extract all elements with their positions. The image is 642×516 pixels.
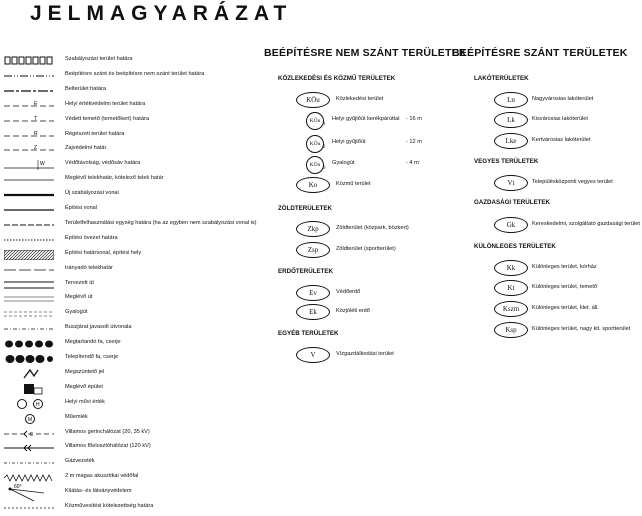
- legend-row: [4, 204, 304, 216]
- zone-code-oval: KÖu: [296, 92, 330, 108]
- double-line-icon: [4, 279, 56, 291]
- kulonleges-heading: KÜLÖNLEGES TERÜLETEK: [474, 243, 556, 250]
- zone-code-index: 3: [323, 166, 326, 171]
- svg-text:H: H: [36, 401, 40, 408]
- zone-code-oval: Lk: [494, 112, 528, 128]
- legend-row: [4, 472, 304, 484]
- line-measure-icon: [4, 159, 56, 171]
- cancel-mark-icon: [4, 368, 56, 380]
- circle-h-icon: [4, 398, 56, 410]
- road-width: - 12 m: [406, 139, 422, 145]
- legend-label: Meglévő épület: [65, 383, 103, 390]
- zone-label: Különleges terület, kórház: [532, 264, 597, 270]
- lako-heading: LAKÓTERÜLETEK: [474, 75, 529, 82]
- zone-code-circle: KÖu: [306, 112, 324, 130]
- legend-label: Villamos gerinchálózat (20, 35 kV): [65, 428, 150, 435]
- hatched-band-icon: [4, 249, 56, 261]
- legend-row: [4, 293, 304, 305]
- legend-label: Építési vonal: [65, 205, 98, 211]
- zone-label: Nagyvárosias lakóterület: [532, 96, 594, 102]
- zone-code-circle: KÖu: [306, 135, 324, 153]
- legend-label: Gyalogút: [65, 309, 88, 316]
- zone-code-oval: Ln: [494, 92, 528, 108]
- legend-label: Szabályozási terület határa: [65, 56, 133, 62]
- legend-label: Védőtávolság, védősáv határa: [65, 160, 141, 167]
- svg-text:E: E: [30, 431, 34, 438]
- power-line-high-icon: [4, 442, 56, 454]
- long-short-dash-icon: [4, 85, 56, 97]
- long-dash-icon: [4, 264, 56, 276]
- legend-row: [4, 308, 304, 320]
- zone-label: Védőerdő: [336, 289, 361, 295]
- zone-label: Kertvárosias lakóterület: [532, 137, 591, 143]
- nem-szant-heading: BEÉPÍTÉSRE NEM SZÁNT TERÜLETEK: [264, 47, 467, 59]
- zone-label: Gyalogút: [332, 160, 355, 166]
- road-width: - 4 m: [406, 160, 419, 166]
- dash-letter-t-icon: [4, 115, 56, 127]
- legend-label: Műemlék: [65, 413, 88, 420]
- zone-code-oval: Ksp: [494, 322, 528, 338]
- zone-label: Különleges terület, klet. áll.: [532, 305, 599, 311]
- gas-line-icon: [4, 457, 56, 469]
- legend-label: Régészeti terület határa: [65, 130, 125, 137]
- szant-heading: BEÉPÍTÉSRE SZÁNT TERÜLETEK: [452, 47, 628, 59]
- legend-label: Építési övezet határa: [65, 234, 118, 241]
- legend-label: Építési határvonal, építési hely: [65, 249, 142, 256]
- legend-label: Közművesítési kötelezettség határa: [65, 503, 154, 509]
- building-box-icon: [4, 383, 56, 395]
- legend-row: [4, 130, 304, 142]
- legend-row: [4, 159, 304, 171]
- page-title: JELMAGYARÁZAT: [30, 2, 293, 25]
- zone-code-oval: Zsp: [296, 242, 330, 258]
- legend-label: Belterület határa: [65, 85, 107, 92]
- zone-label: Településközponti vegyes terület: [532, 179, 613, 185]
- legend-row: [4, 398, 304, 410]
- svg-text:60°: 60°: [14, 484, 22, 491]
- gazdasagi-heading: GAZDASÁGI TERÜLETEK: [474, 199, 550, 206]
- legend-row: [4, 249, 304, 261]
- legend-label: Beépítésre szánt és beépítésre nem szánt terület határa: [65, 70, 205, 77]
- legend-row: [4, 457, 304, 469]
- zone-code-oval: Ev: [296, 285, 330, 301]
- legend-row: [4, 353, 304, 365]
- zone-code-oval: Lke: [494, 133, 528, 149]
- zone-label: Helyi gyűjtőút: [332, 139, 366, 145]
- zone-code-oval: Kt: [494, 280, 528, 296]
- legend-row: [4, 189, 304, 201]
- double-dashed-icon: [4, 308, 56, 320]
- zone-label: Helyi gyűjtőút kerékpárúttal: [332, 116, 400, 122]
- zone-label: Vízgazdálkodási terület: [336, 351, 394, 357]
- zone-code-oval: Gk: [494, 217, 528, 233]
- legend-label: Kilátás- és látványvédelem: [65, 488, 132, 495]
- legend-label: Helyi értékvédelmi terület határa: [65, 100, 146, 107]
- svg-text:T: T: [34, 115, 38, 122]
- legend-row: [4, 264, 304, 276]
- legend-label: Védett temető (temetőkert) határa: [65, 115, 149, 122]
- zone-label: Közmű terület: [336, 181, 371, 187]
- legend-row: [4, 338, 304, 350]
- zone-code-oval: Kk: [494, 260, 528, 276]
- view-cone-icon: [4, 484, 56, 499]
- dash-letter-r-icon: [4, 130, 56, 142]
- legend-row: [4, 323, 304, 335]
- legend-row: [4, 368, 304, 380]
- legend-row: [4, 413, 304, 425]
- zone-label: Zöldterület (sportterület): [336, 246, 396, 252]
- dash-dot-dot-icon: [4, 70, 56, 82]
- zone-code-oval: Ko: [296, 177, 330, 193]
- dash-letter-z-icon: [4, 144, 56, 156]
- zone-code-oval: Zkp: [296, 221, 330, 237]
- thin-line-icon: [4, 174, 56, 186]
- dash-letter-e-icon: [4, 100, 56, 112]
- legend-row: [4, 484, 304, 499]
- legend-label: Meglévő telekhatár, kötelező telek határ: [65, 175, 164, 182]
- kozlekedesi-heading: KÖZLEKEDÉSI ÉS KÖZMŰ TERÜLETEK: [278, 75, 396, 82]
- legend-row: [4, 442, 304, 454]
- svg-text:Z: Z: [34, 145, 38, 152]
- legend-label: Telepítendő fa, cserje: [65, 354, 119, 360]
- vegyes-heading: VEGYES TERÜLETEK: [474, 158, 539, 165]
- legend-label: Megszüntető jel: [65, 368, 105, 375]
- legend-row: [4, 144, 304, 156]
- legend-label: Helyi művi érték: [65, 398, 105, 405]
- zone-label: Különleges terület, temető: [532, 284, 597, 290]
- legend-row: [4, 219, 304, 231]
- legend-label: Villamos főelosztóhálózat (120 kV): [65, 443, 151, 450]
- legend-label: Megtartandó fa, cserje: [65, 339, 121, 346]
- medium-line-icon: [4, 204, 56, 216]
- legend-row: [4, 502, 304, 514]
- legend-label: Új szabályozási vonal: [65, 190, 119, 197]
- zone-label: Közlekedési terület: [336, 96, 384, 102]
- legend-row: [4, 234, 304, 246]
- legend-row: [4, 100, 304, 112]
- legend-label: 2 m magas akusztikai védőfal: [65, 473, 139, 480]
- legend-label: Területfelhasználási egység határa (ha az egyben nem szabályozási vonal is): [65, 219, 257, 226]
- legend-row: [4, 115, 304, 127]
- zone-label: Zöldterület (közpark, bözkert): [336, 225, 409, 231]
- legend-row: [4, 70, 304, 82]
- squares-line-icon: [4, 55, 56, 67]
- legend-row: [4, 55, 304, 67]
- legend-label: Meglévő út: [65, 294, 93, 301]
- zone-label: Közjóléti erdő: [336, 308, 370, 314]
- erdo-heading: ERDŐTERÜLETEK: [278, 268, 334, 275]
- legend-row: [4, 174, 304, 186]
- zone-code-oval: Ek: [296, 304, 330, 320]
- legend-label: Tervezett út: [65, 279, 94, 286]
- zone-code-index: 1: [323, 122, 326, 127]
- legend-label: Zajvédelmi határ: [65, 145, 107, 152]
- zone-code-oval: Vt: [494, 175, 528, 191]
- zone-code-oval: V: [296, 347, 330, 363]
- svg-text:M: M: [28, 416, 33, 423]
- svg-text:E: E: [34, 100, 38, 107]
- legend-row: [4, 383, 304, 395]
- zold-heading: ZÖLDTERÜLETEK: [278, 205, 332, 212]
- partial-line-icon: [4, 502, 56, 514]
- power-line-e-icon: [4, 428, 56, 440]
- legend-label: Buszjárat javasolt útvonala: [65, 324, 132, 331]
- svg-text:W: W: [40, 161, 45, 168]
- legend-row: [4, 85, 304, 97]
- zone-code-oval: Kszm: [494, 301, 528, 317]
- legend-row: [4, 279, 304, 291]
- dots-trees-icon: [4, 338, 56, 350]
- legend-label: Gázvezeték: [65, 458, 95, 465]
- thick-line-icon: [4, 189, 56, 201]
- circle-m-icon: [4, 413, 56, 425]
- dash-dot-icon: [4, 323, 56, 335]
- double-line-thin-icon: [4, 293, 56, 305]
- egyeb-heading: EGYÉB TERÜLETEK: [278, 330, 339, 337]
- zone-label: Kereskedelmi, szolgáltató gazdasági terület: [532, 221, 640, 227]
- dash-line-icon: [4, 219, 56, 231]
- road-width: - 16 m: [406, 116, 422, 122]
- zigzag-line-icon: [4, 472, 56, 484]
- zone-label: Különleges terület, nagy kit. sportterület: [532, 326, 631, 332]
- zone-code-index: 2: [323, 145, 326, 150]
- svg-text:R: R: [34, 130, 38, 137]
- zone-code-circle: KÖu: [306, 156, 324, 174]
- legend-label: Irányadó telekhatár: [65, 264, 113, 271]
- zone-label: Kisvárosias lakóterület: [532, 116, 588, 122]
- dots-trees-alt-icon: [4, 353, 56, 365]
- dotted-line-icon: [4, 234, 56, 246]
- legend-row: [4, 428, 304, 440]
